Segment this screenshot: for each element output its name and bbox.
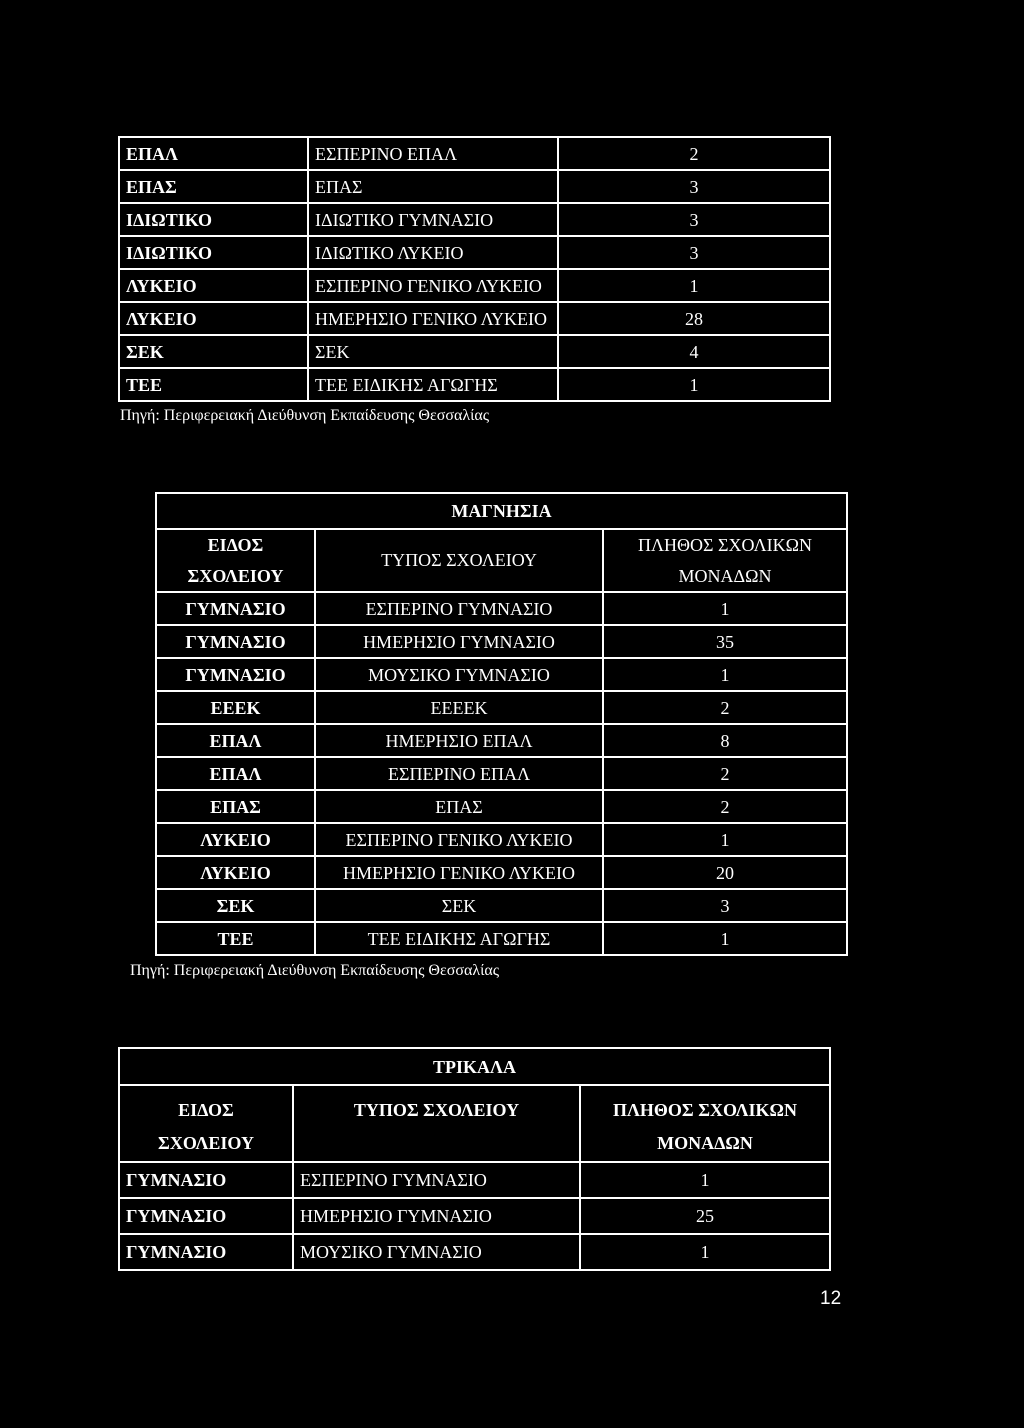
school-category-cell: ΛΥΚΕΙΟ (119, 302, 308, 335)
header-unit-count (603, 529, 847, 592)
unit-count-cell: 8 (603, 724, 847, 757)
unit-count-cell: 1 (603, 592, 847, 625)
page-number: 12 (820, 1288, 842, 1309)
unit-count-cell: 35 (603, 625, 847, 658)
school-type-cell: ΕΣΠΕΡΙΝΟ ΕΠΑΛ (315, 757, 603, 790)
school-category-cell: ΤΕΕ (156, 922, 315, 955)
school-category-cell: ΓΥΜΝΑΣΙΟ (119, 1198, 293, 1234)
table-title: ΜΑΓΝΗΣΙΑ (156, 493, 847, 529)
header-unit-count-line2: ΜΟΝΑΔΩΝ (678, 565, 772, 586)
school-type-cell: ΕΣΠΕΡΙΝΟ ΓΥΜΝΑΣΙΟ (293, 1162, 580, 1198)
school-type-cell: ΕΠΑΣ (308, 170, 558, 203)
school-type-cell: ΣΕΚ (315, 889, 603, 922)
school-type-cell: ΜΟΥΣΙΚΟ ΓΥΜΝΑΣΙΟ (293, 1234, 580, 1270)
school-type-cell: ΕΣΠΕΡΙΝΟ ΕΠΑΛ (308, 137, 558, 170)
school-category-cell: ΛΥΚΕΙΟ (156, 823, 315, 856)
school-category-cell: ΣΕΚ (119, 335, 308, 368)
school-category-cell: ΓΥΜΝΑΣΙΟ (156, 592, 315, 625)
unit-count-cell: 3 (558, 203, 830, 236)
table-row (156, 856, 847, 889)
table-row (119, 236, 830, 269)
table-row (119, 137, 830, 170)
table-title-row (156, 493, 847, 529)
school-type-cell: ΣΕΚ (308, 335, 558, 368)
unit-count-cell: 20 (603, 856, 847, 889)
table-title: ΤΡΙΚΑΛΑ (119, 1048, 830, 1085)
school-type-cell: ΗΜΕΡΗΣΙΟ ΓΕΝΙΚΟ ΛΥΚΕΙΟ (315, 856, 603, 889)
unit-count-cell: 1 (580, 1234, 830, 1270)
unit-count-cell: 28 (558, 302, 830, 335)
header-school-category-line1: ΕΙΔΟΣ (207, 535, 264, 555)
school-type-cell: ΕΣΠΕΡΙΝΟ ΓΕΝΙΚΟ ΛΥΚΕΙΟ (308, 269, 558, 302)
header-school-type: ΤΥΠΟΣ ΣΧΟΛΕΙΟΥ (293, 1085, 580, 1162)
school-category-cell: ΓΥΜΝΑΣΙΟ (156, 658, 315, 691)
school-type-cell: ΕΠΑΣ (315, 790, 603, 823)
school-category-cell: ΕΠΑΛ (156, 724, 315, 757)
school-category-cell: ΕΠΑΛ (156, 757, 315, 790)
school-category-cell: ΓΥΜΝΑΣΙΟ (156, 625, 315, 658)
table-row (156, 592, 847, 625)
school-category-cell: ΛΥΚΕΙΟ (119, 269, 308, 302)
table-row (156, 658, 847, 691)
table-header-row (119, 1085, 830, 1162)
school-category-cell: ΕΠΑΣ (156, 790, 315, 823)
table-row (119, 170, 830, 203)
school-type-cell: ΕΕΕΕΚ (315, 691, 603, 724)
school-type-cell: ΗΜΕΡΗΣΙΟ ΓΕΝΙΚΟ ΛΥΚΕΙΟ (308, 302, 558, 335)
table-row (119, 1162, 830, 1198)
table-row (156, 790, 847, 823)
table2-source-note: Πηγή: Περιφερειακή Διεύθυνση Εκπαίδευσης Θεσσαλίας (130, 962, 500, 979)
unit-count-cell: 1 (603, 658, 847, 691)
unit-count-cell: 2 (558, 137, 830, 170)
table-row (156, 757, 847, 790)
table-row (119, 335, 830, 368)
table-row (119, 203, 830, 236)
header-unit-count-line2: ΜΟΝΑΔΩΝ (657, 1133, 753, 1154)
unit-count-cell: 3 (558, 236, 830, 269)
school-category-cell: ΕΠΑΣ (119, 170, 308, 203)
school-category-cell: ΛΥΚΕΙΟ (156, 856, 315, 889)
school-type-cell: ΗΜΕΡΗΣΙΟ ΕΠΑΛ (315, 724, 603, 757)
unit-count-cell: 1 (580, 1162, 830, 1198)
school-category-cell: ΙΔΙΩΤΙΚΟ (119, 203, 308, 236)
unit-count-cell: 1 (558, 368, 830, 401)
table-row (119, 1234, 830, 1270)
unit-count-cell: 3 (603, 889, 847, 922)
header-school-category (119, 1085, 293, 1162)
header-unit-count-line1: ΠΛΗΘΟΣ ΣΧΟΛΙΚΩΝ (613, 1100, 797, 1120)
table-row (156, 691, 847, 724)
table-row (156, 889, 847, 922)
magnisia-schools-table (155, 492, 848, 956)
table-row (156, 625, 847, 658)
header-school-category-line2: ΣΧΟΛΕΙΟΥ (187, 565, 284, 586)
header-school-category-line1: ΕΙΔΟΣ (178, 1100, 234, 1120)
school-category-cell: ΣΕΚ (156, 889, 315, 922)
school-type-cell: ΙΔΙΩΤΙΚΟ ΓΥΜΝΑΣΙΟ (308, 203, 558, 236)
unit-count-cell: 25 (580, 1198, 830, 1234)
unit-count-cell: 2 (603, 790, 847, 823)
table-row (119, 368, 830, 401)
header-school-category-line2: ΣΧΟΛΕΙΟΥ (158, 1133, 254, 1154)
table-row (156, 823, 847, 856)
school-category-cell: ΤΕΕ (119, 368, 308, 401)
school-type-cell: ΤΕΕ ΕΙΔΙΚΗΣ ΑΓΩΓΗΣ (315, 922, 603, 955)
school-type-cell: ΕΣΠΕΡΙΝΟ ΓΥΜΝΑΣΙΟ (315, 592, 603, 625)
header-unit-count (580, 1085, 830, 1162)
unit-count-cell: 1 (558, 269, 830, 302)
table-row (119, 1198, 830, 1234)
school-category-cell: ΓΥΜΝΑΣΙΟ (119, 1234, 293, 1270)
school-type-cell: ΕΣΠΕΡΙΝΟ ΓΕΝΙΚΟ ΛΥΚΕΙΟ (315, 823, 603, 856)
school-type-cell: ΗΜΕΡΗΣΙΟ ΓΥΜΝΑΣΙΟ (315, 625, 603, 658)
school-category-cell: ΕΕΕΚ (156, 691, 315, 724)
school-type-cell: ΙΔΙΩΤΙΚΟ ΛΥΚΕΙΟ (308, 236, 558, 269)
unit-count-cell: 3 (558, 170, 830, 203)
table-title-row (119, 1048, 830, 1085)
school-category-cell: ΙΔΙΩΤΙΚΟ (119, 236, 308, 269)
unit-count-cell: 2 (603, 757, 847, 790)
table1-source-note: Πηγή: Περιφερειακή Διεύθυνση Εκπαίδευσης Θεσσαλίας (120, 407, 490, 424)
table-row (119, 269, 830, 302)
header-school-category (156, 529, 315, 592)
school-type-cell: ΗΜΕΡΗΣΙΟ ΓΥΜΝΑΣΙΟ (293, 1198, 580, 1234)
school-type-cell: ΜΟΥΣΙΚΟ ΓΥΜΝΑΣΙΟ (315, 658, 603, 691)
unit-count-cell: 4 (558, 335, 830, 368)
table-header-row (156, 529, 847, 592)
unit-count-cell: 1 (603, 823, 847, 856)
unit-count-cell: 1 (603, 922, 847, 955)
school-category-cell: ΕΠΑΛ (119, 137, 308, 170)
header-unit-count-line1: ΠΛΗΘΟΣ ΣΧΟΛΙΚΩΝ (637, 535, 813, 555)
table-row (156, 724, 847, 757)
table-row (119, 302, 830, 335)
table-row (156, 922, 847, 955)
schools-table-continued (118, 136, 831, 402)
unit-count-cell: 2 (603, 691, 847, 724)
trikala-schools-table (118, 1047, 831, 1271)
school-category-cell: ΓΥΜΝΑΣΙΟ (119, 1162, 293, 1198)
header-school-type: ΤΥΠΟΣ ΣΧΟΛΕΙΟΥ (315, 529, 603, 592)
school-type-cell: ΤΕΕ ΕΙΔΙΚΗΣ ΑΓΩΓΗΣ (308, 368, 558, 401)
